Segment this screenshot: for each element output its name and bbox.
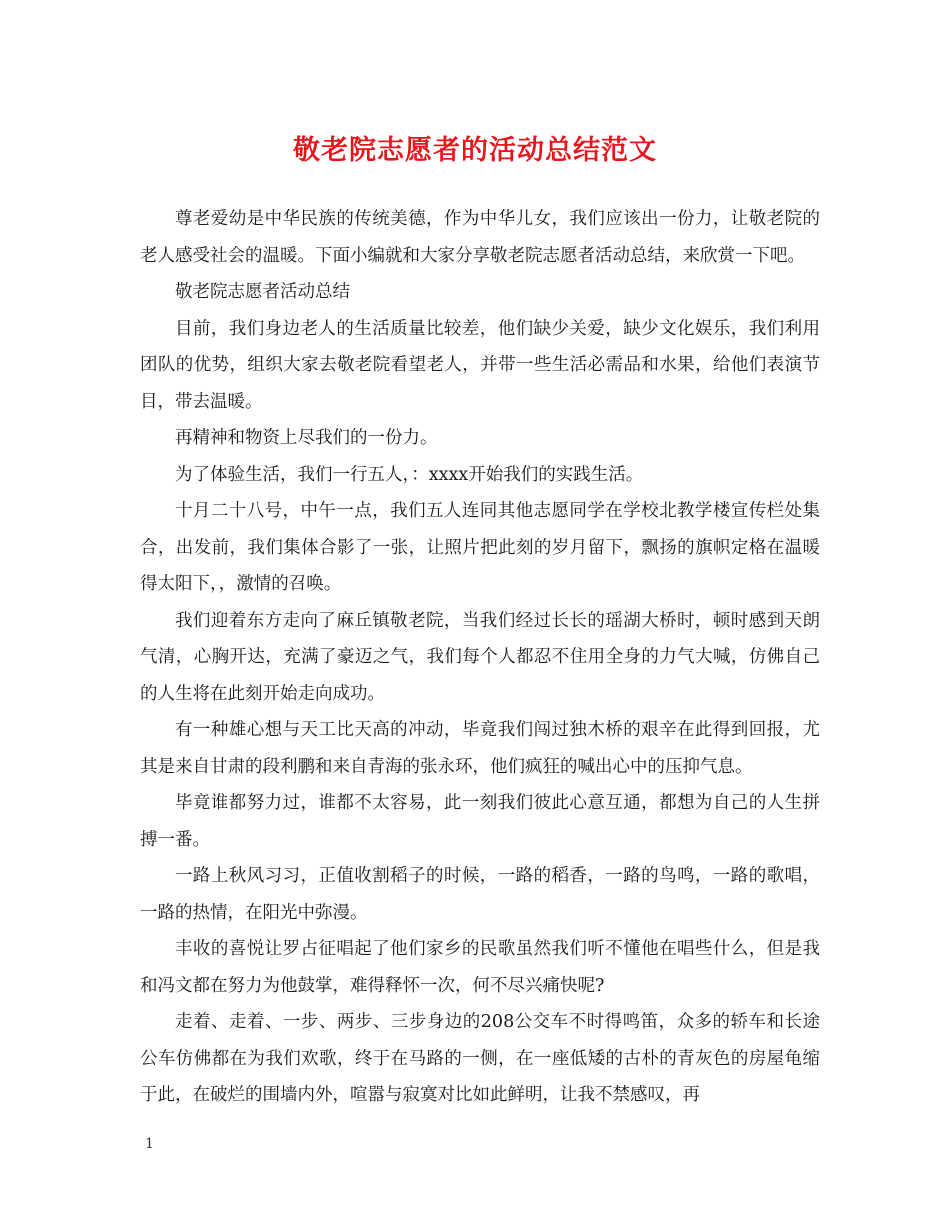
paragraph: 十月二十八号，中午一点，我们五人连同其他志愿同学在学校北教学楼宣传栏处集合，出发前，我们集体合影了一张，让照片把此刻的岁月留下，飘扬的旗帜定格在温暖得太阳下，，激情的召唤。 [140, 501, 820, 594]
paragraph: 我们迎着东方走向了麻丘镇敬老院，当我们经过长长的瑶湖大桥时，顿时感到天朗气清，心胸开达，充满了豪迈之气，我们每个人都忍不住用全身的力气大喊，仿佛自己的人生将在此刻开始走向成功。 [140, 610, 820, 704]
document-body [140, 201, 820, 1114]
paragraph: 目前，我们身边老人的生活质量比较差，他们缺少关爱，缺少文化娱乐，我们利用团队的优势，组织大家去敬老院看望老人，并带一些生活必需品和水果，给他们表演节目，带去温暖。 [140, 318, 820, 412]
paragraph: 毕竟谁都努力过，谁都不太容易，此一刻我们彼此心意互通，都想为自己的人生拼搏一番。 [140, 793, 820, 850]
paragraph: 为了体验生活，我们一行五人，：xxxx开始我们的实践生活。 [175, 464, 644, 485]
paragraph: 有一种雄心想与天工比天高的冲动，毕竟我们闯过独木桥的艰辛在此得到回报，尤其是来自甘肃的段利鹏和来自青海的张永环，他们疯狂的喊出心中的压抑气息。 [140, 720, 820, 777]
paragraph: 丰收的喜悦让罗占征唱起了他们家乡的民歌虽然我们听不懂他在唱些什么，但是我和冯文都在努力为他鼓掌，难得释怀一次，何不尽兴痛快呢? [140, 939, 820, 996]
paragraph: 走着、走着、一步、两步、三步身边的208公交车不时得鸣笛，众多的轿车和长途公车仿佛都在为我们欢歌，终于在马路的一侧，在一座低矮的古朴的青灰色的房屋龟缩于此，在破烂的围墙内外，喧嚣与寂寞对比如此鲜明，让我不禁感叹，再 [140, 1012, 820, 1105]
paragraph: 一路上秋风习习，正值收割稻子的时候，一路的稻香，一路的鸟鸣，一路的歌唱，一路的热情，在阳光中弥漫。 [140, 866, 820, 923]
paragraph: 再精神和物资上尽我们的一份力。 [175, 428, 438, 448]
document-title: 敬老院志愿者的活动总结范文 [293, 135, 657, 166]
paragraph-intro: 尊老爱幼是中华民族的传统美德，作为中华儿女，我们应该出一份力，让敬老院的老人感受社会的温暖。下面小编就和大家分享敬老院志愿者活动总结，来欣赏一下吧。 [140, 209, 820, 266]
paragraph-subheading: 敬老院志愿者活动总结 [175, 282, 350, 302]
page-number: 1 [145, 1136, 154, 1152]
